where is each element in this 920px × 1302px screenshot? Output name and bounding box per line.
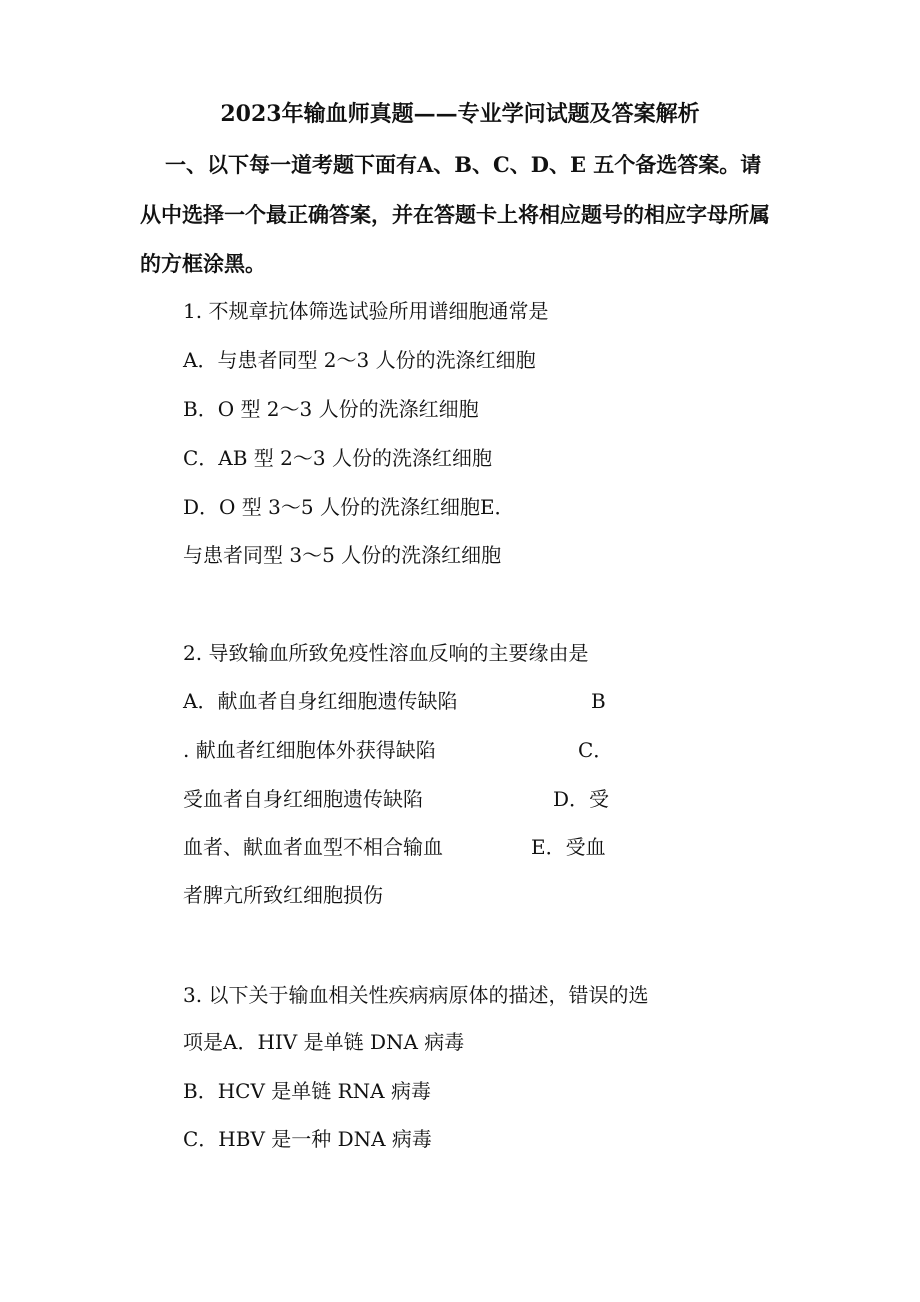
instructions-line-1: 一、以下每一道考题下面有A、B、C、D、E 五个备选答案。请 — [165, 152, 762, 177]
question-1-option-c: C．AB 型 2～3 人份的洗涤红细胞 — [183, 446, 492, 470]
question-2-line-2: . 献血者红细胞体外获得缺陷 — [183, 738, 436, 762]
question-3-option-c: C．HBV 是一种 DNA 病毒 — [183, 1127, 432, 1151]
question-3-option-b: B．HCV 是单链 RNA 病毒 — [183, 1079, 431, 1103]
question-1-option-a: A．与患者同型 2～3 人份的洗涤红细胞 — [183, 348, 536, 372]
question-2-line-5: 者脾亢所致红细胞损伤 — [183, 883, 383, 907]
instructions-line-3: 的方框涂黑。 — [140, 251, 266, 276]
question-2-option-c-label: C． — [578, 738, 614, 762]
question-3-stem: 3. 以下关于输血相关性疾病病原体的描述，错误的选 — [183, 983, 649, 1007]
question-1-option-e: 与患者同型 3～5 人份的洗涤红细胞 — [183, 543, 502, 567]
question-2-option-b-label: B — [591, 689, 606, 713]
question-1-stem: 1. 不规章抗体筛选试验所用谱细胞通常是 — [183, 299, 549, 323]
instructions-line-2: 从中选择一个最正确答案，并在答题卡上将相应题号的相应字母所属 — [140, 202, 770, 227]
question-1-option-b: B．O 型 2～3 人份的洗涤红细胞 — [183, 397, 479, 421]
question-2-line-4: 血者、献血者血型不相合输血 — [183, 835, 443, 859]
question-1-option-d: D．O 型 3～5 人份的洗涤红细胞E． — [183, 495, 515, 519]
question-2-line-3: 受血者自身红细胞遗传缺陷 — [183, 787, 423, 811]
question-2-option-d-label: D．受 — [553, 787, 610, 811]
question-2-option-e-label: E．受血 — [531, 835, 606, 859]
question-2-stem: 2. 导致输血所致免疫性溶血反响的主要缘由是 — [183, 641, 589, 665]
question-3-option-a: 项是A．HIV 是单链 DNA 病毒 — [183, 1030, 465, 1054]
document-title: 2023年输血师真题——专业学问试题及答案解析 — [220, 101, 700, 127]
question-2-line-1: A．献血者自身红细胞遗传缺陷 — [183, 689, 458, 713]
